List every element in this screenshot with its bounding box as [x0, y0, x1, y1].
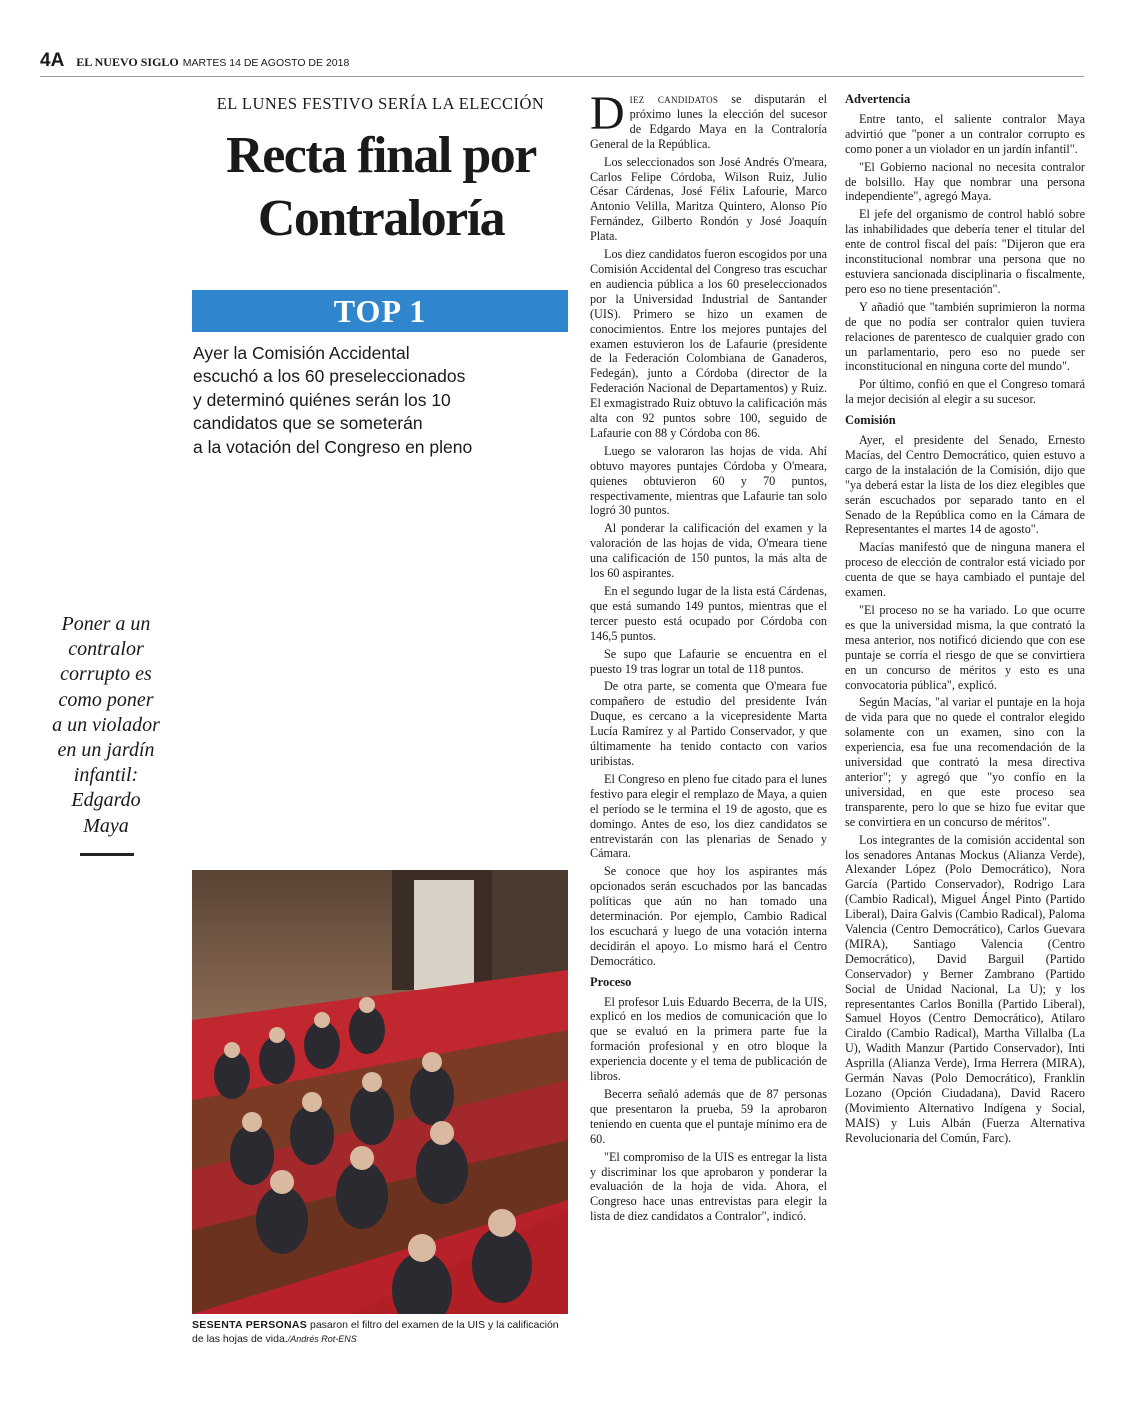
article-paragraph: Ayer, el presidente del Senado, Ernesto Macías, del Centro Democrático, quien estuvo a cargo de la instalación de la Comisión, dijo que "ya deberá estar la lista de los diez elegibles que serán escuchados por separado tanto en el Senado de la República como en la Cámara de Representantes el martes 14 de agosto".: [845, 433, 1085, 537]
top-summary-line: candidatos que se someterán: [193, 413, 423, 434]
top-summary-line: a la votación del Congreso en pleno: [193, 436, 473, 457]
top-summary: [193, 342, 565, 459]
pull-quote: [36, 612, 176, 839]
article-paragraph: Macías manifestó que de ninguna manera el proceso de elección de contralor está viciado por cuenta de que se haya cambiado el puntaje del examen.: [845, 540, 1085, 600]
article-paragraph: El jefe del organismo de control habló sobre las inhabilidades que debería tener el titular del ente de control fiscal del país: "Dijeron que era inconstitucional nombrar una persona que no estuviera sancionada disciplinaria o fiscalmente, pero eso no tiene presentación".: [845, 207, 1085, 296]
subheading-proceso: Proceso: [590, 974, 632, 989]
pull-quote-line: Poner a un: [61, 613, 151, 635]
drop-cap: D: [590, 87, 625, 140]
caption-lead: SESENTA PERSONAS: [192, 1319, 308, 1331]
congress-chamber-photo: [192, 870, 568, 1314]
pull-quote-line: como poner: [58, 688, 154, 711]
article-paragraph: Según Macías, "al variar el puntaje en la hoja de vida para que no quede el contralor elegido solamente con un examen, sino con la experiencia, esa fue una recomendación de la universidad que contrató la mesa directiva anterior"; y agregó que "yo confío en la universidad, en que este proceso sea transparente, pero lo que se hizo fue evitar que se convirtiera en un concurso de méritos".: [845, 695, 1085, 829]
article-paragraph: Se supo que Lafaurie se encuentra en el puesto 19 tras lograr un total de 118 puntos.: [590, 646, 827, 676]
pull-quote-rule: [80, 853, 134, 856]
subheading-comision: Comisión: [845, 413, 896, 428]
top-label-banner: TOP 1: [192, 290, 568, 332]
top-summary-line: y determinó quiénes serán los 10: [193, 389, 451, 410]
lead-in: iez candidatos: [629, 92, 719, 106]
header-divider: [40, 76, 1084, 77]
article-paragraph: "El Gobierno nacional no necesita contralor de bolsillo. Hay que nombrar una persona independiente", agregó Maya.: [845, 159, 1085, 204]
article-paragraph: Los seleccionados son José Andrés O'meara, Carlos Felipe Córdoba, Wilson Ruiz, Julio César Cárdenas, José Félix Lafourie, Marco Antonio Velilla, Maritza Quintero, Alonso Pío Fernández, Gilberto Rondón y José Joaquín Plata.: [590, 154, 827, 244]
subheading-advertencia: Advertencia: [845, 92, 911, 106]
article-paragraph: Al ponderar la calificación del examen y la valoración de las hojas de vida, O'meara tiene una calificación de 150 puntos, la más alta de los 60 aspirantes.: [590, 521, 827, 581]
article-paragraph: Becerra señaló además que de 87 personas que presentaron la prueba, 59 la aprobaron teniendo en cuenta que el puntaje mínimo era de 60.: [590, 1087, 827, 1146]
article-paragraph: Los integrantes de la comisión accidental son los senadores Antanas Mockus (Alianza Verde), Alexander López (Polo Democrático), Nora García (Partido Conservador), Rodrigo Lara (Cambio Radical), Miguel Ángel Pinto (Partido Liberal), Daira Galvis (Cambio Radical), Paloma Valencia (Centro Democrático), Carlos Guevara (MIRA), Santiago Valencia (Centro Democrático), David Barguil (Partido Conservador) y Berner Zambrano (Partido Social de Unidad Nacional, La U); y los representantes Carlos Bonilla (Partido Liberal), Samuel Hoyos (Centro Democrático), Atilaro Ciraldo (Cambio Radical), Martha Villalba (La U), Wadith Manzur (Partido Conservador), Inti Asprilla (Alianza Verde), Irma Herrera (MIRA), Germán Navas (Polo Democrático), Franklin Lozano (Opción Ciudadana), David Racero (Movimiento Alternativo Indígena y Social, MAIS) y Luis Albán (Fuerza Alternativa Revolucionaria del Común, Farc).: [845, 832, 1085, 1145]
article-paragraph: Por último, confió en que el Congreso tomará la mejor decisión al elegir a su sucesor.: [845, 377, 1085, 407]
issue-date: MARTES 14 DE AGOSTO DE 2018: [182, 57, 350, 69]
pull-quote-line: a un violador: [52, 713, 160, 736]
photo-credit: /Andrés Rot-ENS: [287, 1334, 357, 1344]
article-column-1: [590, 87, 827, 1227]
article-kicker: EL LUNES FESTIVO SERÍA LA ELECCIÓN: [216, 94, 545, 113]
photo-caption: [192, 1318, 568, 1346]
pull-quote-line: corrupto es: [60, 663, 152, 686]
article-paragraph: El Congreso en pleno fue citado para el lunes festivo para elegir el remplazo de Maya, a quien el período se le termina el 19 de agosto, que es domingo. Antes de eso, los diez candidatos se entrevistarán con las plenarias de Senado y Cámara.: [590, 771, 827, 861]
page-number: 4A: [40, 50, 65, 71]
article-paragraph: Y añadió que "también suprimieron la norma de que no podía ser contralor quien tuviera relaciones de parentesco de cualquier grado con un parlamentario, pero eso no puede ser inconstitucional en ninguna corte del mundo".: [845, 299, 1085, 374]
article-paragraph: Entre tanto, el saliente contralor Maya advirtió que "poner a un contralor corrupto es como poner a un violador en un jardín infantil".: [845, 111, 1085, 156]
article-paragraph: Se conoce que hoy los aspirantes más opcionados serán escuchados por las bancadas políticas que aún no han tomado una determinación. Por ejemplo, Cambio Radical los escuchará y luego de una votación interna decidirán el apoyo. Lo mismo hará el Centro Democrático.: [590, 864, 827, 968]
congress-chamber-illustration: [192, 870, 568, 1314]
pull-quote-line: Edgardo: [71, 789, 141, 812]
pull-quote-line: contralor: [68, 638, 144, 661]
headline-line-1: Recta final por: [226, 127, 536, 184]
article-paragraph: Diez candidatos se disputarán el próximo lunes la elección del sucesor de Edgardo Maya en la Contraloría General de la República.: [590, 87, 827, 151]
article-paragraph: "El proceso no se ha variado. Lo que ocurre es que la universidad misma, la que contrató la mesa anterior, nos notificó diciendo que con ese puntaje se corría el riesgo de que se convirtiera en un concurso de méritos y esto es una convocatoria pública", explicó.: [845, 603, 1085, 692]
article-paragraph: "El compromiso de la UIS es entregar la lista y discriminar los que aprobaron y ponderar la evaluación de la hoja de vida. Ahora, el Congreso hace unas entrevistas para elegir la lista de diez candidatos a Contralor", indicó.: [590, 1149, 827, 1224]
masthead: [40, 50, 349, 74]
article-paragraph: Los diez candidatos fueron escogidos por una Comisión Accidental del Congreso tras escuchar en audiencia pública a los 60 preseleccionados por la Universidad Industrial de Santander (UIS). Primero se hizo un examen de conocimientos. Entre los mejores puntajes del examen estuvieron los de Lafaurie (presidente de la Federación Colombiana de Ganaderos, Fedegán), junto a Córdoba (director de la Federación Nacional de Departamentos) y Ruiz. El exmagistrado Ruiz obtuvo la calificación más alta con 92 puntos sobre 100, seguido de Lafaurie con 88 y Córdoba con 86.: [590, 247, 827, 440]
pull-quote-line: infantil:: [73, 764, 139, 787]
article-headline: [190, 124, 572, 250]
top-summary-line: Ayer la Comisión Accidental: [193, 343, 410, 363]
article-paragraph: En el segundo lugar de la lista está Cárdenas, que está sumando 149 puntos, mientras que el tercer puesto está ocupado por Córdoba con 146,5 puntos.: [590, 584, 827, 643]
article-paragraph: Luego se valoraron las hojas de vida. Ahí obtuvo mayores puntajes Córdoba y O'meara, quienes obtuvieron 60 y 70 puntos, respectivamente, mientras que Lafaurie tan solo logró 30 puntos.: [590, 443, 827, 518]
newspaper-name: EL NUEVO SIGLO: [76, 55, 179, 69]
caption-text: pasaron el filtro del examen de la UIS y la calificación de las hojas de vida.: [192, 1319, 559, 1345]
article-paragraph: El profesor Luis Eduardo Becerra, de la UIS, explicó en los medios de comunicación que lo que se evaluó en la primera parte fue la formación profesional y en otro bloque la experiencia docente y el tema de publicación de libros.: [590, 994, 827, 1084]
headline-line-2: Contraloría: [257, 190, 505, 247]
article-paragraph: De otra parte, se comenta que O'meara fue compañero de estudio del presidente Iván Duque, es cercano a la vicepresidente Marta Lucía Ramírez y al Partido Conservador, y que últimamente ha tenido contacto con varios uribistas.: [590, 679, 827, 768]
article-column-2: [845, 92, 1085, 1149]
pull-quote-line: en un jardín: [57, 739, 155, 762]
top-summary-line: escuchó a los 60 preseleccionados: [193, 366, 466, 387]
pull-quote-line: Maya: [83, 814, 129, 837]
